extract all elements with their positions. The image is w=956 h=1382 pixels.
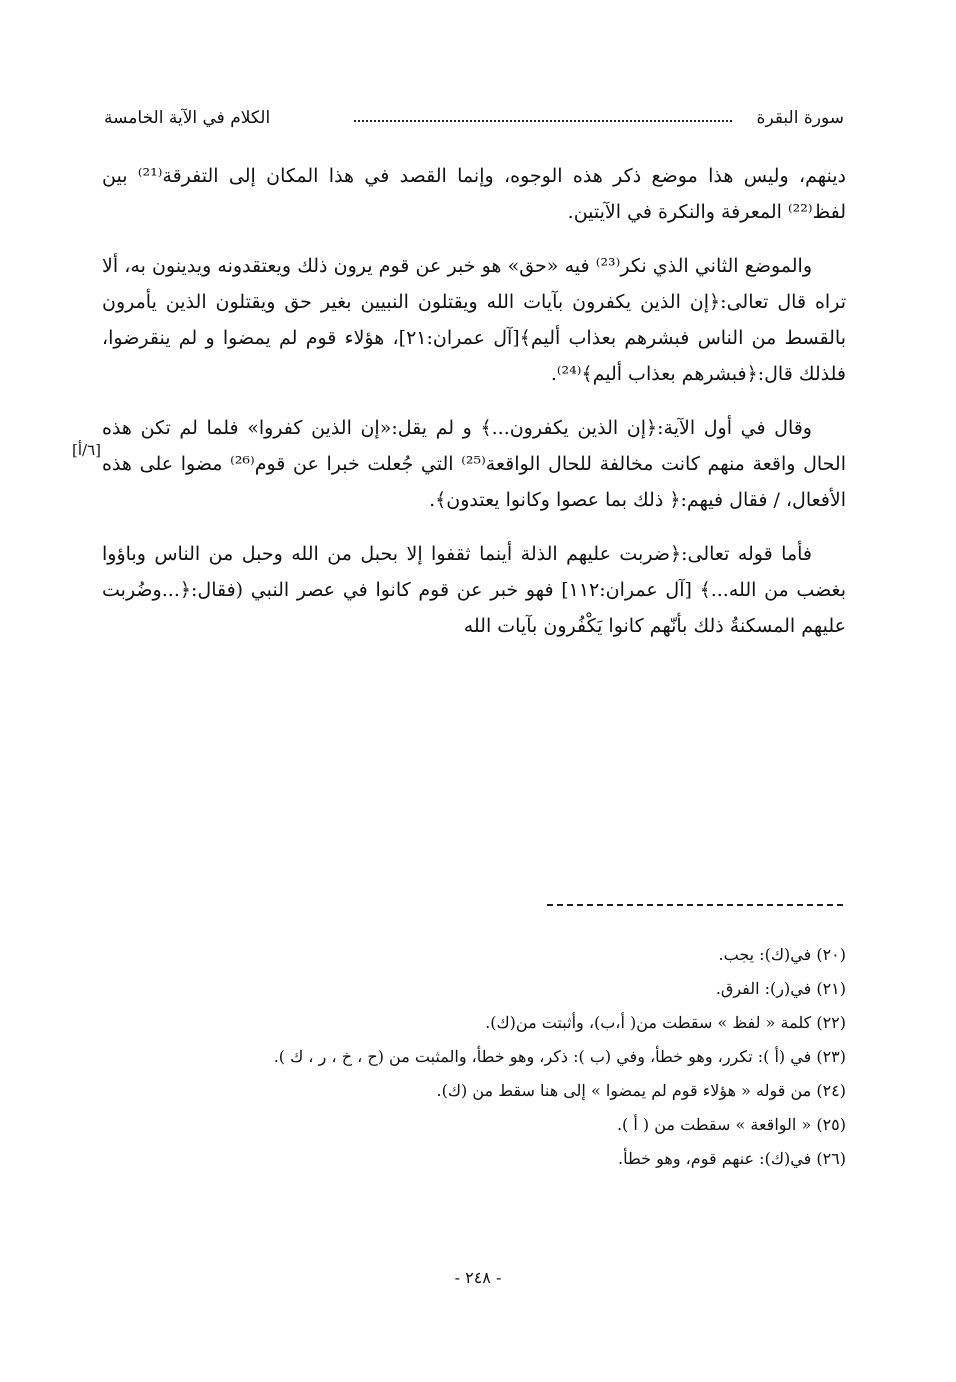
footnote: (٢٥) « الواقعة » سقطت من ( أ ). xyxy=(616,1115,846,1134)
header-surah: سورة البقرة xyxy=(756,108,844,128)
paragraph: والموضع الثاني الذي نكر⁽²³⁾ فيه «حق» هو خبر عن قوم يرون ذلك ويعتقدونه ويدينون به، ألا تراه قال تعالى:﴿إن الذين يكفرون بآيات الله ويقتلون النبيين بغير حق ويقتلون الذين يأمرون بالقسط من الناس فبشرهم بعذاب أليم﴾[آل عمران:٢١]، هؤلاء قوم لم يمضوا و لم ينقرضوا، فلذلك قال:﴿فبشرهم بعذاب أليم﴾⁽²⁴⁾. xyxy=(102,255,846,385)
footnote: (٢٠) في(ك): يجب. xyxy=(718,945,846,964)
manuscript-folio-marker: [٦/أ] xyxy=(72,441,102,459)
main-text xyxy=(102,158,846,662)
paragraph: وقال في أول الآية:﴿إن الذين يكفرون...﴾ و لم يقل:«إن الذين كفروا» فلما لم تكن هذه الحال واقعة منهم كانت مخالفة للحال الواقعة⁽²⁵⁾ التي جُعلت خبرا عن قوم⁽²⁶⁾ مضوا على هذه الأفعال، / فقال فيهم:﴿ ذلك بما عصوا وكانوا يعتدون﴾. xyxy=(102,417,846,511)
paragraph: فأما قوله تعالى:﴿ضربت عليهم الذلة أينما ثقفوا إلا بحبل من الله وحبل من الناس وباؤوا بغضب من الله...﴾ [آل عمران:١١٢] فهو خبر عن قوم كانوا في عصر النبي (فقال:﴿...وضُربت عليهم المسكنةُ ذلك بأنّهم كانوا يَكْفُرون بآيات الله xyxy=(102,543,846,637)
footnotes xyxy=(102,938,846,1176)
footnote: (٢١) في(ر): الفرق. xyxy=(715,979,846,998)
footnote: (٢٣) في (أ ): تكرر، وهو خطأ، وفي (ب ): ذكر، وهو خطأ، والمثبت من (ح ، خ ، ر ، ك ). xyxy=(273,1047,846,1066)
footnote: (٢٤) من قوله « هؤلاء قوم لم يمضوا » إلى هنا سقط من (ك). xyxy=(436,1081,846,1100)
footnote: (٢٦) في(ك): عنهم قوم، وهو خطأ. xyxy=(618,1149,846,1168)
paragraph: دينهم، وليس هذا موضع ذكر هذه الوجوه، وإنما القصد في هذا المكان إلى التفرقة⁽²¹⁾ بين لفظ⁽²²⁾ المعرفة والنكرة في الآيتين. xyxy=(102,165,846,223)
header-topic: الكلام في الآية الخامسة xyxy=(104,108,271,128)
footnote: (٢٢) كلمة « لفظ » سقطت من( أ،ب)، وأثبتت من(ك). xyxy=(485,1013,846,1032)
header-dot-leader xyxy=(354,120,732,122)
footnote-separator xyxy=(547,904,843,906)
page-number: - ٢٤٨ - xyxy=(454,1268,502,1287)
running-header xyxy=(104,108,844,138)
